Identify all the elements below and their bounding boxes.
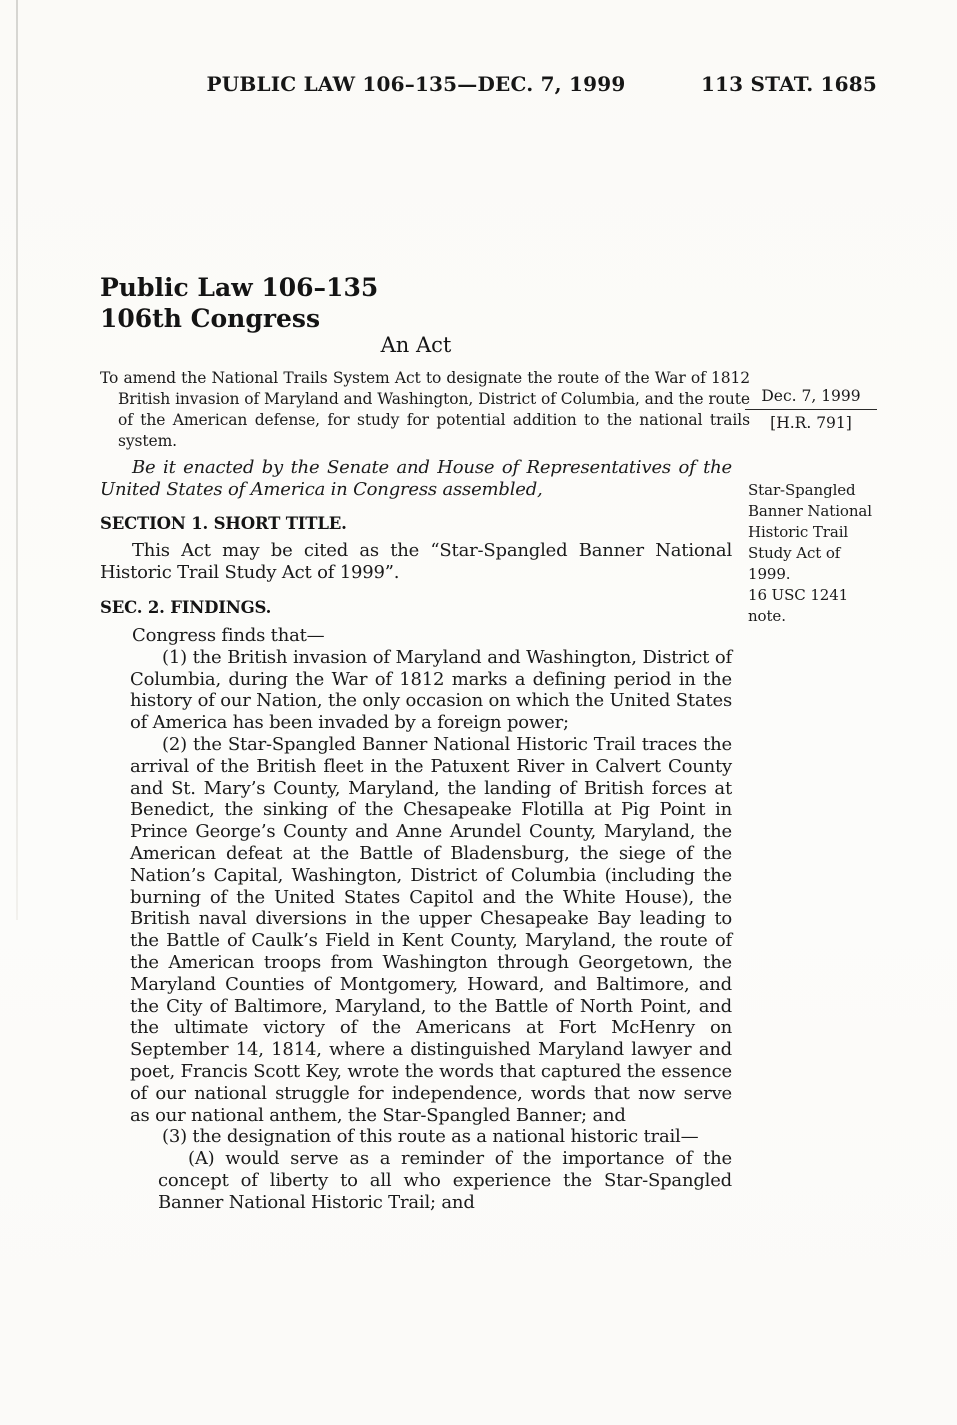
- finding-item-3: (3) the designation of this route as a national historic trail—: [162, 1126, 699, 1148]
- margin-note-bill-number: [H.R. 791]: [770, 414, 852, 432]
- preamble: To amend the National Trails System Act to designate the route of the War of 1812 British invasion of Maryland and Washington, District of Columbia, and the route of the American defense, for study for potential addition to the national trails system.: [100, 369, 750, 450]
- scan-edge-line: [16, 0, 18, 920]
- finding-item-1: (1) the British invasion of Maryland and Washington, District of Columbia, during the War of 1812 marks a defining period in the history of our Nation, the only occasion on which the United States of America has been invaded by a foreign power;: [130, 646, 732, 734]
- running-header-stat-citation: 113 STAT. 1685: [700, 72, 877, 96]
- act-heading: An Act: [380, 333, 452, 357]
- margin-note-date-block: [745, 386, 877, 433]
- section-2-heading: SEC. 2. FINDINGS.: [100, 598, 272, 617]
- section-1-heading: SECTION 1. SHORT TITLE.: [100, 514, 347, 533]
- enacting-clause: Be it enacted by the Senate and House of Representatives of the United States of America in Congress assembled,: [100, 457, 732, 500]
- section-2-findings: [100, 625, 732, 1214]
- findings-lead-in: Congress finds that—: [132, 625, 325, 646]
- subfinding-item-a: (A) would serve as a reminder of the importance of the concept of liberty to all who experience the Star-Spangled Banner National Historic Trail; and: [158, 1148, 732, 1213]
- title-block: [100, 272, 732, 334]
- section-1-body: This Act may be cited as the “Star-Spangled Banner National Historic Trail Study Act of 1999”.: [100, 540, 732, 583]
- margin-note-short-title: Star-Spangled Banner National Historic Trail Study Act of 1999.: [748, 481, 872, 583]
- running-header-law-number: PUBLIC LAW 106–135—DEC. 7, 1999: [206, 72, 626, 96]
- public-law-number: Public Law 106–135: [100, 273, 379, 302]
- margin-note-short-title-block: [748, 480, 882, 627]
- congress-number: 106th Congress: [100, 304, 321, 333]
- margin-note-usc-reference: 16 USC 1241 note.: [748, 586, 849, 625]
- margin-note-date: Dec. 7, 1999: [745, 386, 877, 410]
- finding-item-2: (2) the Star-Spangled Banner National Historic Trail traces the arrival of the British fleet in the Patuxent River in Calvert County and St. Mary’s County, Maryland, the landing of British forces at Benedict, the sinking of the Chesapeake Flotilla at Pig Point in Prince George’s County and Anne Arundel County, Maryland, the American defeat at the Battle of Bladensburg, the siege of the Nation’s Capital, Washington, District of Columbia (including the burning of the United States Capitol and the White House), the British naval diversions in the upper Chesapeake Bay leading to the Battle of Caulk’s Field in Kent County, Maryland, the route of the American troops from Washington through Georgetown, the Maryland Counties of Montgomery, Howard, and Baltimore, and the City of Baltimore, Maryland, to the Battle of North Point, and the ultimate victory of the Americans at Fort McHenry on September 14, 1814, where a distinguished Maryland lawyer and poet, Francis Scott Key, wrote the words that captured the essence of our national struggle for independence, words that now serve as our national anthem, the Star-Spangled Banner; and: [130, 733, 732, 1126]
